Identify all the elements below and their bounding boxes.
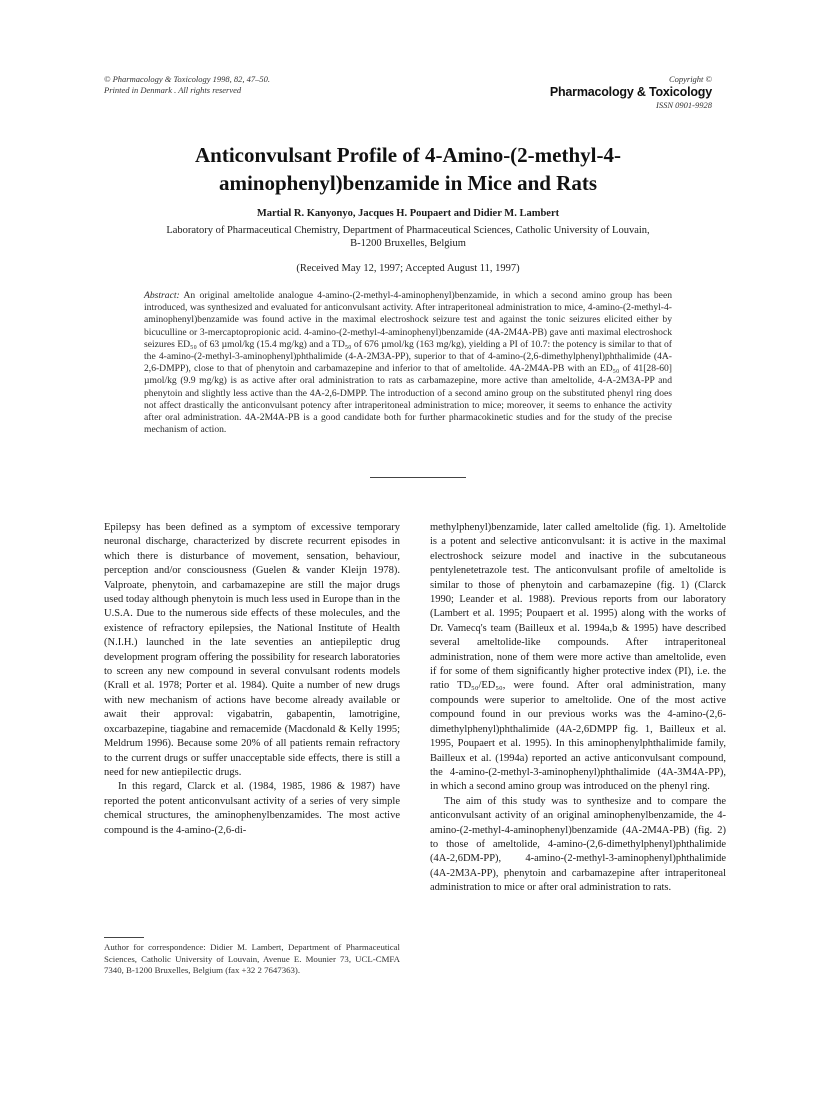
body-paragraph: In this regard, Clarck et al. (1984, 1985, 1986 & 1987) have reported the potent anticonvulsant activity of a series of very simple chemical structures, the aminophenylbenzamides. The most active compound is the 4-amino-(2,6-di- <box>104 781 400 836</box>
issn: ISSN 0901-9928 <box>656 100 712 110</box>
citation-header <box>104 74 270 96</box>
body-column-right <box>430 521 726 896</box>
body-paragraph: Epilepsy has been defined as a symptom of excessive temporary neuronal discharge, characterized by discrete recurrent episodes in which there is disturbance of movement, sensation, behaviour, perception and/or consciousness (Guelen & vander Kleijn 1978). Valproate, phenytoin, and carbamazepine are still the major drugs used today although phenytoin is much less used in Europe than in the U.S.A. Due to the numerous side effects of these molecules, and the existence of refractory epilepsies, the National Institute of Health (N.I.H.) launched in the late seventies an antiepileptic drug development program offering the possibility for research laboratories to screen any new compound in several convulsant rodents models (Krall et al. 1978; Porter et al. 1984). Quite a number of new drugs with new mechanism of actions have become already available or await their approval: vigabatrin, gabapentin, lamotrigine, oxcarbazepine, tiagabine and remacemide (Macdonald & Kelly 1995; Meldrum 1996). Because some 20% of all patients remain refractory to the current drugs or suffer unacceptable side effects, there is still a need for new antiepilectic drugs. <box>104 522 400 778</box>
body-paragraph: methylphenyl)benzamide, later called ameltolide (fig. 1). Ameltolide is a potent and selective anticonvulsant: it is active in the maximal electroshock seizure model and inactive in the subcutaneous pentylenetetrazole test. The anticonvulsant profile of ameltolide is similar to those of phenytoin and carbamazepine (fig. 1) (Clarck 1990; Leander et al. 1988). Previous reports from our laboratory (Lambert et al. 1995; Poupaert et al. 1995) along with the works of Dr. Vamecq's team (Bailleux et al. 1994a,b & 1995) have described several ameltolide-like compounds. After intraperitoneal administration, none of them were more active than ameltolide, even if for some of them significantly higher protective index (PI), i.e. the ratio TD₅₀/ED₅₀, were found. After oral administration, many compounds were superior to ameltolide. One of the most active compound found in our previous works was the 4-amino-(2,6-dimethylphenyl)phthalimide (4A-2,6DMPP fig. 1, Bailleux et al. 1995, Poupaert et al. 1995). In this aminophenylphthalimide family, Bailleux et al. (1994a) reported an active anticonvulsant compound, the 4-amino-(2-methyl-3-aminophenyl)phthalimide (4A-3M4A-PP), in which a second amino group was introduced on the phenyl ring. <box>430 522 726 793</box>
copyright-notice: Copyright © <box>668 74 712 84</box>
affiliation <box>150 224 666 250</box>
footnote-divider <box>104 937 144 938</box>
abstract <box>144 290 672 436</box>
article-title: Anticonvulsant Profile of 4-Amino-(2-methyl-4-aminophenyl)benzamide in Mice and Rats <box>195 143 621 195</box>
correspondence-footnote: Author for correspondence: Didier M. Lambert, Department of Pharmaceutical Sciences, Catholic University of Louvain, Avenue E. Mounier 73, UCL-CMFA 7340, B-1200 Bruxelles, Belgium (fax +32 2 7647363). <box>104 942 400 975</box>
received-dates: (Received May 12, 1997; Accepted August 11, 1997) <box>296 263 520 274</box>
abstract-label: Abstract: <box>144 290 180 301</box>
print-notice: Printed in Denmark . All rights reserved <box>104 85 242 95</box>
affiliation-line: Laboratory of Pharmaceutical Chemistry, Department of Pharmaceutical Sciences, Catholic University of Louvain, <box>166 225 650 236</box>
body-column-left <box>104 521 400 838</box>
citation-line: © Pharmacology & Toxicology 1998, 82, 47–50. <box>104 74 270 84</box>
journal-logo: Pharmacology & Toxicology <box>549 85 712 99</box>
section-divider <box>370 477 466 478</box>
abstract-text: An original ameltolide analogue 4-amino-(2-methyl-4-aminophenyl)benzamide, in which a second amino group has been introduced, was synthesized and evaluated for anticonvulsant activity. After intraperitoneal administration to mice, 4-amino-(2-methyl-4-aminophenyl)benzamide was found active in the maximal electroshock seizure test and against the tonic seizures elicited either by bicuculline or 3-mercaptopropionic acid. 4-amino-(2-methyl-4-aminophenyl)benzamide (4A-2M4A-PB) gave anti maximal electroshock seizures ED₅₀ of 63 µmol/kg (15.4 mg/kg) and a TD₅₀ of 676 µmol/kg (163 mg/kg), yielding a PI of 10.7: the potency is similar to that of the 4-amino-(2-methyl-3-aminophenyl)phthalimide (4-A-2M3A-PP), superior to that of 4-amino-(2,6-dimethylphenyl)phthalimide (4A-2,6-DMPP), close to that of phenytoin and carbamazepine and inferior to that of ameltolide. 4A-2M4A-PB with an ED₅₀ of 41[28-60] µmol/kg (9.9 mg/kg) is as active after oral administration to rats as carbamazepine, more active than ameltolide, 4-A-2M3A-PP and phenytoin and slightly less active than the 4A-2,6-DMPP. The introduction of a second amino group on the substituted phenyl ring does not affect drastically the anticonvulsant potency after intraperitoneal administration to mice; moreover, it seems to enhance the activity after oral administration. 4A-2M4A-PB is a good candidate both for further pharmacokinetic studies and for the study of the precise mechanism of action. <box>144 290 672 436</box>
author-list: Martial R. Kanyonyo, Jacques H. Poupaert and Didier M. Lambert <box>256 208 560 219</box>
journal-header <box>550 74 712 111</box>
affiliation-line: B-1200 Bruxelles, Belgium <box>350 238 466 249</box>
body-paragraph: The aim of this study was to synthesize and to compare the anticonvulsant activity of an original aminophenylbenzamide, the 4-amino-(2-methyl-4-aminophenyl)benzamide (4A-2M4A-PB) (fig. 2) to those of ameltolide, 4-amino-(2,6-dimethylphenyl)phthalimide (4A-2,6DM-PP), 4-amino-(2-methyl-3-aminophenyl)phthalimide (4A-2M3A-PP), phenytoin and carbamazepine after intraperitoneal administration to mice or after oral administration to rats. <box>430 795 726 894</box>
